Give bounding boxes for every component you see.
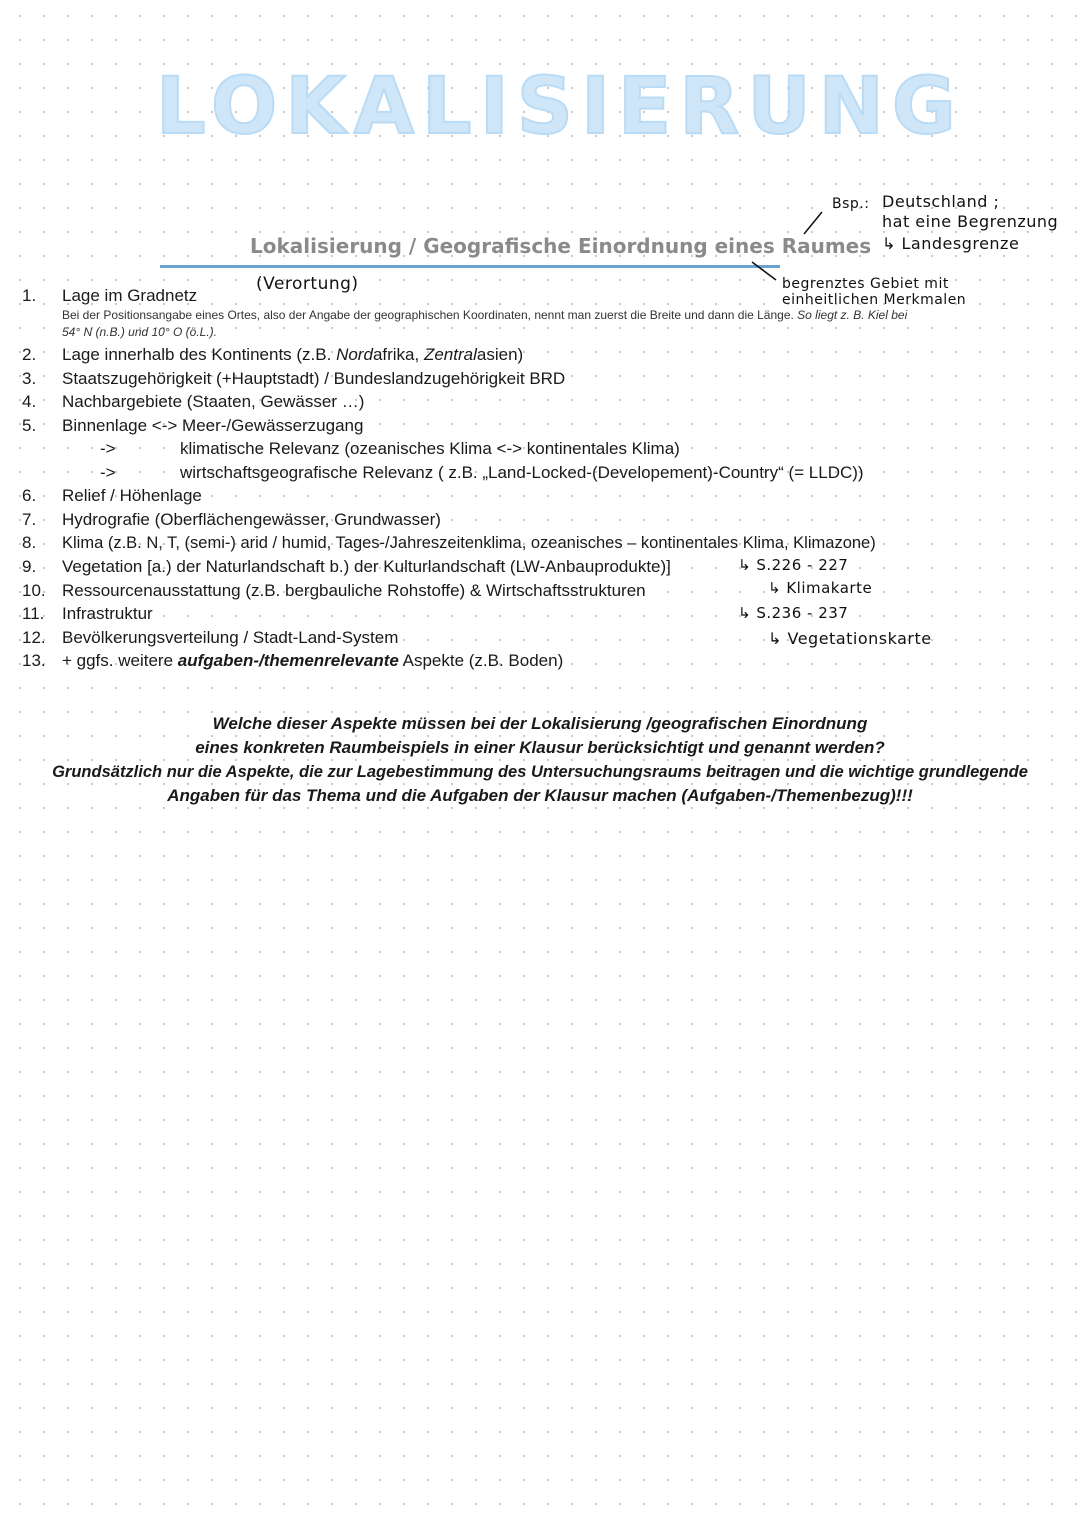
- item-number: 3.: [22, 369, 37, 388]
- annotation-ref1-label: ↳ Klimakarte: [768, 579, 873, 597]
- annotation-bsp-label: Bsp.:: [832, 196, 870, 212]
- annotation-ref2-page: ↳ S.236 - 237: [738, 604, 849, 622]
- item-text: Hydrografie (Oberflächengewässer, Grundwasser): [62, 510, 441, 529]
- item-number: 1.: [22, 286, 37, 305]
- item-number: 4.: [22, 392, 37, 411]
- annotation-verortung: (Verortung): [256, 274, 359, 294]
- closing-question: [20, 712, 1060, 808]
- closing-line3: Grundsätzlich nur die Aspekte, die zur Lagebestimmung des Untersuchungsraums beitragen und die wichtige grundlegende: [52, 763, 1028, 781]
- item-number: 2.: [22, 345, 37, 364]
- section-heading: Lokalisierung / Geografische Einordnung eines Raumes: [250, 234, 872, 258]
- item-number: 6.: [22, 486, 37, 505]
- item1-sub-a: Bei der Positionsangabe eines Ortes, also der Angabe der geographischen Koordinaten, nennt man zuerst die Breite und dann die Länge.: [62, 308, 798, 322]
- closing-line2: eines konkreten Raumbeispiels in einer Klausur berücksichtigt und genannt werden?: [195, 738, 885, 757]
- annotation-gebiet-line2: einheitlichen Merkmalen: [782, 292, 967, 308]
- annotation-ref1-page: ↳ S.226 - 227: [738, 556, 849, 574]
- annotation-bsp-line2: hat eine Begrenzung: [882, 212, 1059, 231]
- item-text: Vegetation [a.) der Naturlandschaft b.) der Kulturlandschaft (LW-Anbauprodukte)]: [62, 557, 671, 576]
- item-number: 12.: [22, 628, 46, 647]
- item-number: 9.: [22, 557, 37, 576]
- closing-line4: Angaben für das Thema und die Aufgaben der Klausur machen (Aufgaben-/Themenbezug)!!!: [167, 786, 913, 805]
- sub-arrow: ->: [100, 439, 116, 458]
- item1-sub-b: So liegt z. B. Kiel bei: [797, 308, 908, 322]
- item-number: 8.: [22, 533, 37, 552]
- annotation-bsp-line3: ↳ Landesgrenze: [882, 234, 1020, 253]
- sub-item-text: klimatische Relevanz (ozeanisches Klima <-> kontinentales Klima): [180, 439, 680, 458]
- annotation-gebiet-line1: begrenztes Gebiet mit: [782, 276, 949, 292]
- item-text: Staatszugehörigkeit (+Hauptstadt) / Bundeslandzugehörigkeit BRD: [62, 369, 566, 388]
- item-text: Lage innerhalb des Kontinents (z.B. Nordafrika, Zentralasien): [62, 345, 524, 364]
- item-number: 11.: [22, 604, 45, 623]
- item-text: Bevölkerungsverteilung / Stadt-Land-System: [62, 628, 399, 647]
- sub-arrow: ->: [100, 463, 116, 482]
- item-text: Binnenlage <-> Meer-/Gewässerzugang: [62, 416, 364, 435]
- item-number: 7.: [22, 510, 37, 529]
- bsp-pointer-line: [804, 212, 822, 234]
- item1-sub-c: 54° N (n.B.) und 10° O (ö.L.).: [62, 325, 217, 339]
- item-text: Relief / Höhenlage: [62, 486, 202, 505]
- gebiet-pointer-line: [752, 262, 776, 280]
- item-number: 5.: [22, 416, 37, 435]
- item-text: Ressourcenausstattung (z.B. bergbauliche Rohstoffe) & Wirtschaftsstrukturen: [62, 581, 646, 600]
- page-title: LOKALISIERUNG: [156, 62, 964, 152]
- closing-line1: Welche dieser Aspekte müssen bei der Lokalisierung /geografischen Einordnung: [212, 714, 868, 733]
- item-text: Lage im Gradnetz: [62, 286, 198, 305]
- item1-explanation: [62, 307, 1037, 341]
- item-text: Infrastruktur: [62, 604, 153, 623]
- item-number: 13.: [22, 651, 46, 670]
- item-text: Nachbargebiete (Staaten, Gewässer …): [62, 392, 365, 411]
- annotation-ref2-label: ↳ Vegetationskarte: [768, 629, 932, 648]
- sub-item-text: wirtschaftsgeografische Relevanz ( z.B. „Land-Locked-(Developement)-Country“ (= LLDC)): [180, 463, 864, 482]
- annotation-bsp-line1: Deutschland ;: [882, 192, 1000, 211]
- item-text: + ggfs. weitere aufgaben-/themenrelevante Aspekte (z.B. Boden): [62, 651, 564, 670]
- item-number: 10.: [22, 581, 46, 600]
- item-text: Klima (z.B. N, T, (semi-) arid / humid, Tages-/Jahreszeitenklima, ozeanisches – kontinentales Klima, Klimazone): [62, 534, 876, 552]
